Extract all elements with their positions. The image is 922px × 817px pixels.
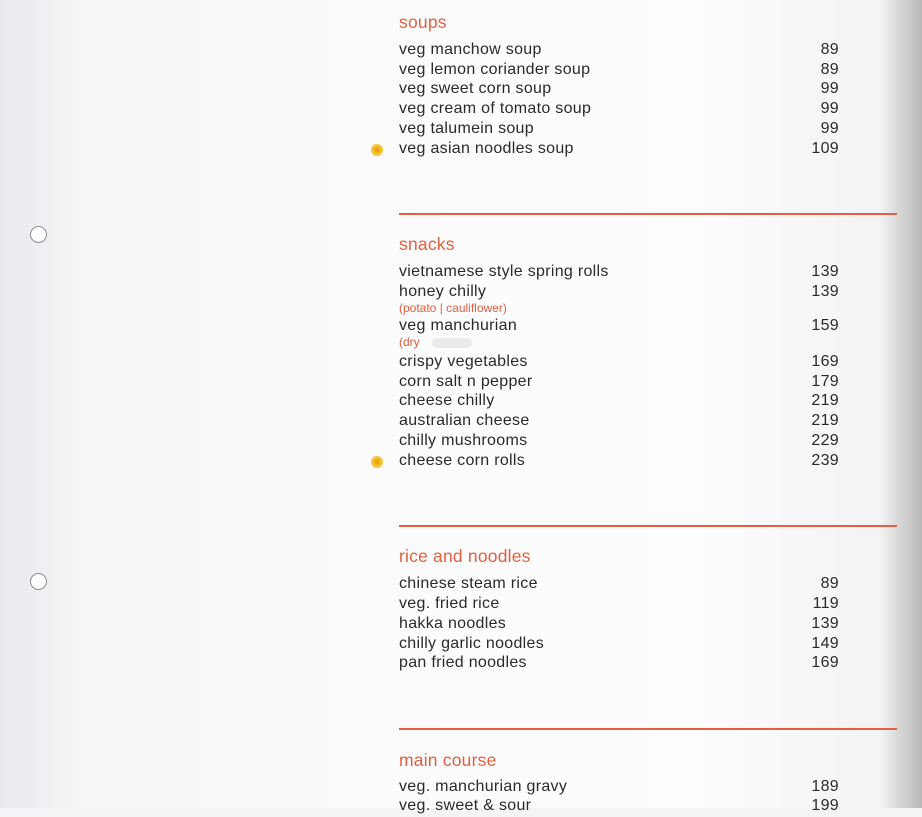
item-price: 229 bbox=[811, 432, 839, 449]
item-name: chinese steam rice bbox=[399, 575, 538, 592]
menu-content bbox=[399, 12, 899, 812]
item-name: chilly garlic noodles bbox=[399, 635, 545, 652]
item-name: veg. sweet & sour bbox=[399, 797, 532, 814]
item-price: 99 bbox=[820, 80, 839, 97]
item-price: 109 bbox=[811, 140, 839, 157]
binder-hole-bottom bbox=[30, 573, 47, 590]
menu-item bbox=[399, 373, 839, 393]
menu-item bbox=[399, 654, 839, 674]
menu-item bbox=[399, 100, 839, 120]
item-name: chilly mushrooms bbox=[399, 432, 528, 449]
item-price: 219 bbox=[811, 412, 839, 429]
item-price: 199 bbox=[811, 797, 839, 814]
menu-item bbox=[399, 412, 839, 432]
item-price: 189 bbox=[811, 778, 839, 795]
section-heading: soups bbox=[399, 12, 447, 32]
item-name: veg talumein soup bbox=[399, 120, 534, 137]
menu-item bbox=[399, 575, 839, 595]
item-name: veg. manchurian gravy bbox=[399, 778, 568, 795]
item-name: honey chilly bbox=[399, 283, 487, 300]
item-name: veg. fried rice bbox=[399, 595, 500, 612]
item-price: 139 bbox=[811, 283, 839, 300]
item-name: veg manchurian bbox=[399, 317, 518, 334]
menu-item bbox=[399, 797, 839, 817]
item-name: australian cheese bbox=[399, 412, 530, 429]
menu-item bbox=[399, 317, 839, 337]
item-price: 169 bbox=[811, 654, 839, 671]
item-name: cheese chilly bbox=[399, 392, 495, 409]
menu-item bbox=[399, 283, 839, 303]
menu-item bbox=[399, 432, 839, 452]
item-note: (potato | cauliflower) bbox=[399, 301, 507, 315]
menu-item bbox=[399, 353, 839, 373]
yellow-dot-icon bbox=[371, 456, 383, 468]
item-name: corn salt n pepper bbox=[399, 373, 533, 390]
item-price: 149 bbox=[811, 635, 839, 652]
item-price: 119 bbox=[812, 595, 839, 612]
item-price: 239 bbox=[811, 452, 839, 469]
yellow-dot-icon bbox=[371, 144, 383, 156]
item-name: cheese corn rolls bbox=[399, 452, 526, 469]
item-name: hakka noodles bbox=[399, 615, 507, 632]
menu-item bbox=[399, 263, 839, 283]
section-heading: main course bbox=[399, 750, 497, 770]
item-price: 99 bbox=[820, 100, 839, 117]
item-price: 89 bbox=[820, 41, 839, 58]
menu-item bbox=[399, 595, 839, 615]
menu-item bbox=[399, 80, 839, 100]
item-price: 219 bbox=[811, 392, 839, 409]
menu-item bbox=[399, 778, 839, 798]
item-price: 89 bbox=[820, 61, 839, 78]
menu-item bbox=[399, 120, 839, 140]
menu-item bbox=[399, 615, 839, 635]
menu-item bbox=[399, 635, 839, 655]
item-price: 139 bbox=[811, 263, 839, 280]
menu-item bbox=[399, 140, 839, 160]
item-note: (dry bbox=[399, 335, 420, 349]
menu-item bbox=[399, 392, 839, 412]
item-price: 89 bbox=[820, 575, 839, 592]
item-price: 159 bbox=[811, 317, 839, 334]
menu-item bbox=[399, 61, 839, 81]
item-price: 179 bbox=[811, 373, 839, 390]
item-name: veg manchow soup bbox=[399, 41, 542, 58]
item-price: 139 bbox=[811, 615, 839, 632]
item-name: vietnamese style spring rolls bbox=[399, 263, 609, 280]
item-price: 99 bbox=[820, 120, 839, 137]
section-heading: rice and noodles bbox=[399, 546, 531, 566]
item-name: veg asian noodles soup bbox=[399, 140, 574, 157]
item-name: veg cream of tomato soup bbox=[399, 100, 592, 117]
item-name: crispy vegetables bbox=[399, 353, 528, 370]
menu-item bbox=[399, 452, 839, 472]
section-heading: snacks bbox=[399, 234, 455, 254]
item-name: veg sweet corn soup bbox=[399, 80, 552, 97]
item-price: 169 bbox=[811, 353, 839, 370]
binder-hole-top bbox=[30, 226, 47, 243]
menu-item bbox=[399, 41, 839, 61]
item-name: veg lemon coriander soup bbox=[399, 61, 591, 78]
item-name: pan fried noodles bbox=[399, 654, 527, 671]
